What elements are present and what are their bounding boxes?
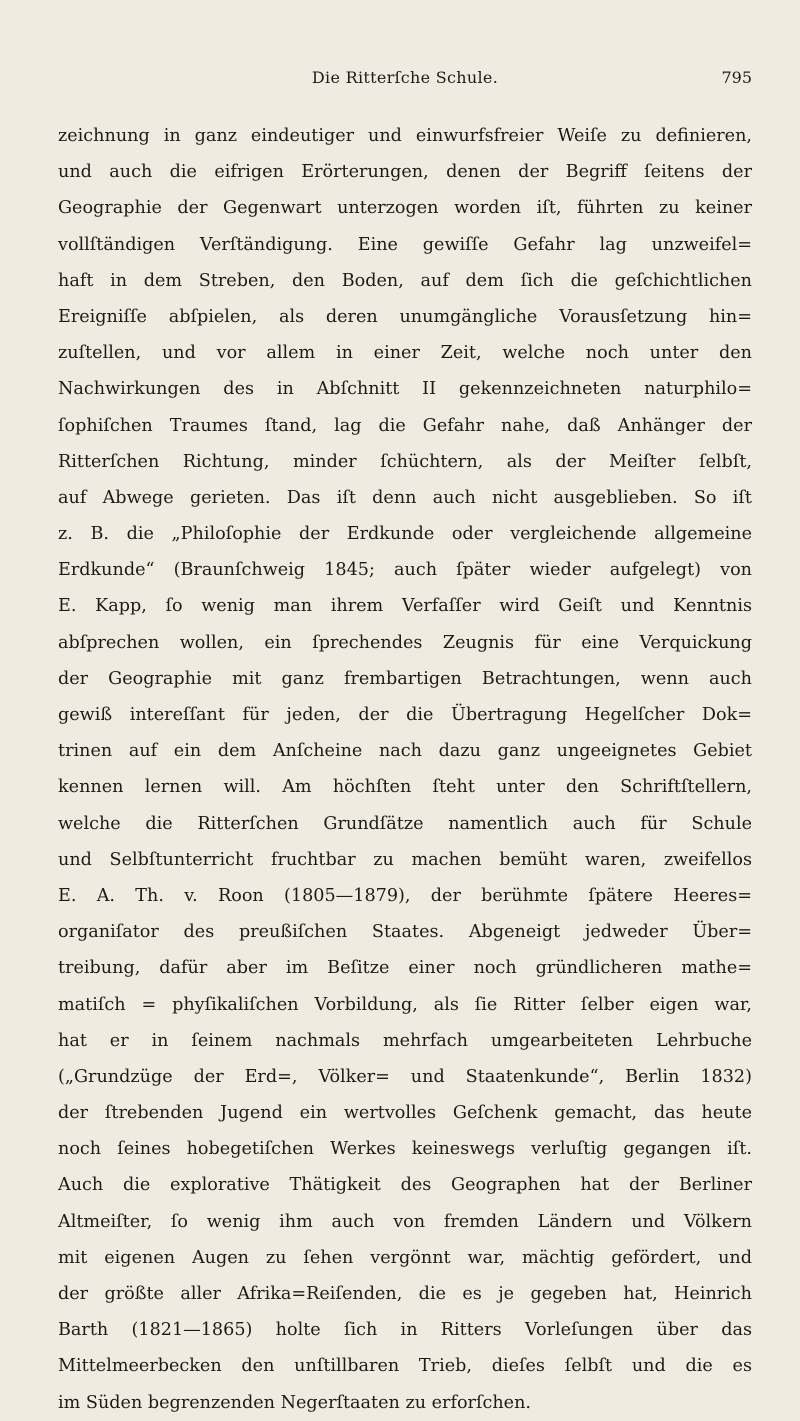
text-line: („Grundzüge der Erd=, Völker= und Staatenkunde“, Berlin 1832) <box>58 1066 752 1087</box>
text-line: hat er in ſeinem nachmals mehrfach umgearbeiteten Lehrbuche <box>58 1030 752 1051</box>
text-line: auf Abwege gerieten. Das iſt denn auch nicht ausgeblieben. So iſt <box>58 487 752 508</box>
text-line: und Selbſtunterricht fruchtbar zu machen bemüht waren, zweifellos <box>58 849 752 870</box>
text-line: vollſtändigen Verſtändigung. Eine gewiſſe Gefahr lag unzweifel= <box>58 234 752 255</box>
text-line: im Süden begrenzenden Negerſtaaten zu erforſchen. <box>58 1392 532 1413</box>
text-line: der Geographie mit ganz frembartigen Betrachtungen, wenn auch <box>58 668 752 689</box>
text-line: Nachwirkungen des in Abſchnitt II gekennzeichneten naturphilo= <box>58 379 752 400</box>
text-line: welche die Ritterſchen Grundſätze namentlich auch für Schule <box>58 813 752 834</box>
text-line: Ritterſchen Richtung, minder ſchüchtern, als der Meiſter ſelbſt, <box>58 451 752 472</box>
text-line: zuſtellen, und vor allem in einer Zeit, welche noch unter den <box>58 343 752 364</box>
text-line: haft in dem Streben, den Boden, auf dem ſich die geſchichtlichen <box>58 270 752 291</box>
body-text <box>58 118 752 1421</box>
text-line: kennen lernen will. Am höchſten ſteht unter den Schriftſtellern, <box>58 777 752 798</box>
text-line: Geographie der Gegenwart unterzogen worden iſt, führten zu keiner <box>58 198 752 219</box>
page-number: 795 <box>721 68 752 87</box>
text-line: E. A. Th. v. Roon (1805—1879), der berühmte ſpätere Heeres= <box>58 885 752 906</box>
text-line: matiſch = phyſikaliſchen Vorbildung, als ſie Ritter ſelber eigen war, <box>58 994 752 1015</box>
text-line: organiſator des preußiſchen Staates. Abgeneigt jedweder Über= <box>58 922 752 943</box>
text-line: abſprechen wollen, ein ſprechendes Zeugnis für eine Verquickung <box>58 632 752 653</box>
text-line: ſophiſchen Traumes ſtand, lag die Gefahr nahe, daß Anhänger der <box>58 415 752 436</box>
text-line: Erdkunde“ (Braunſchweig 1845; auch ſpäter wieder aufgelegt) von <box>58 560 752 581</box>
text-line: Mittelmeerbecken den unſtillbaren Trieb, dieſes ſelbſt und die es <box>58 1356 752 1377</box>
text-line: z. B. die „Philoſophie der Erdkunde oder vergleichende allgemeine <box>58 524 752 545</box>
text-line: treibung, dafür aber im Beſitze einer noch gründlicheren mathe= <box>58 958 752 979</box>
text-line: Altmeiſter, ſo wenig ihm auch von fremden Ländern und Völkern <box>58 1211 752 1232</box>
text-line: Barth (1821—1865) holte ſich in Ritters Vorleſungen über das <box>58 1320 752 1341</box>
text-line: E. Kapp, ſo wenig man ihrem Verfaſſer wird Geiſt und Kenntnis <box>58 596 752 617</box>
text-line: der größte aller Afrika=Reiſenden, die es je gegeben hat, Heinrich <box>58 1284 752 1304</box>
text-line: Auch die explorative Thätigkeit des Geographen hat der Berliner <box>58 1175 752 1196</box>
text-line: zeichnung in ganz eindeutiger und einwurfsfreier Weiſe zu definieren, <box>58 126 752 146</box>
text-line: der ſtrebenden Jugend ein wertvolles Geſchenk gemacht, das heute <box>58 1103 752 1124</box>
text-line: gewiß intereſſant für jeden, der die Übertragung Hegelſcher Dok= <box>58 705 752 725</box>
running-title: Die Ritterſche Schule. <box>311 68 499 87</box>
text-line: trinen auf ein dem Anſcheine nach dazu ganz ungeeignetes Gebiet <box>58 741 752 762</box>
text-line: mit eigenen Augen zu ſehen vergönnt war, mächtig gefördert, und <box>58 1247 752 1268</box>
page-header <box>58 68 752 92</box>
text-line: noch ſeines hobegetiſchen Werkes keineswegs verluſtig gegangen iſt. <box>58 1139 752 1160</box>
text-line: Ereigniſſe abſpielen, als deren unumgängliche Vorausſetzung hin= <box>58 306 752 327</box>
text-line: und auch die eifrigen Erörterungen, denen der Begriff ſeitens der <box>58 162 752 183</box>
